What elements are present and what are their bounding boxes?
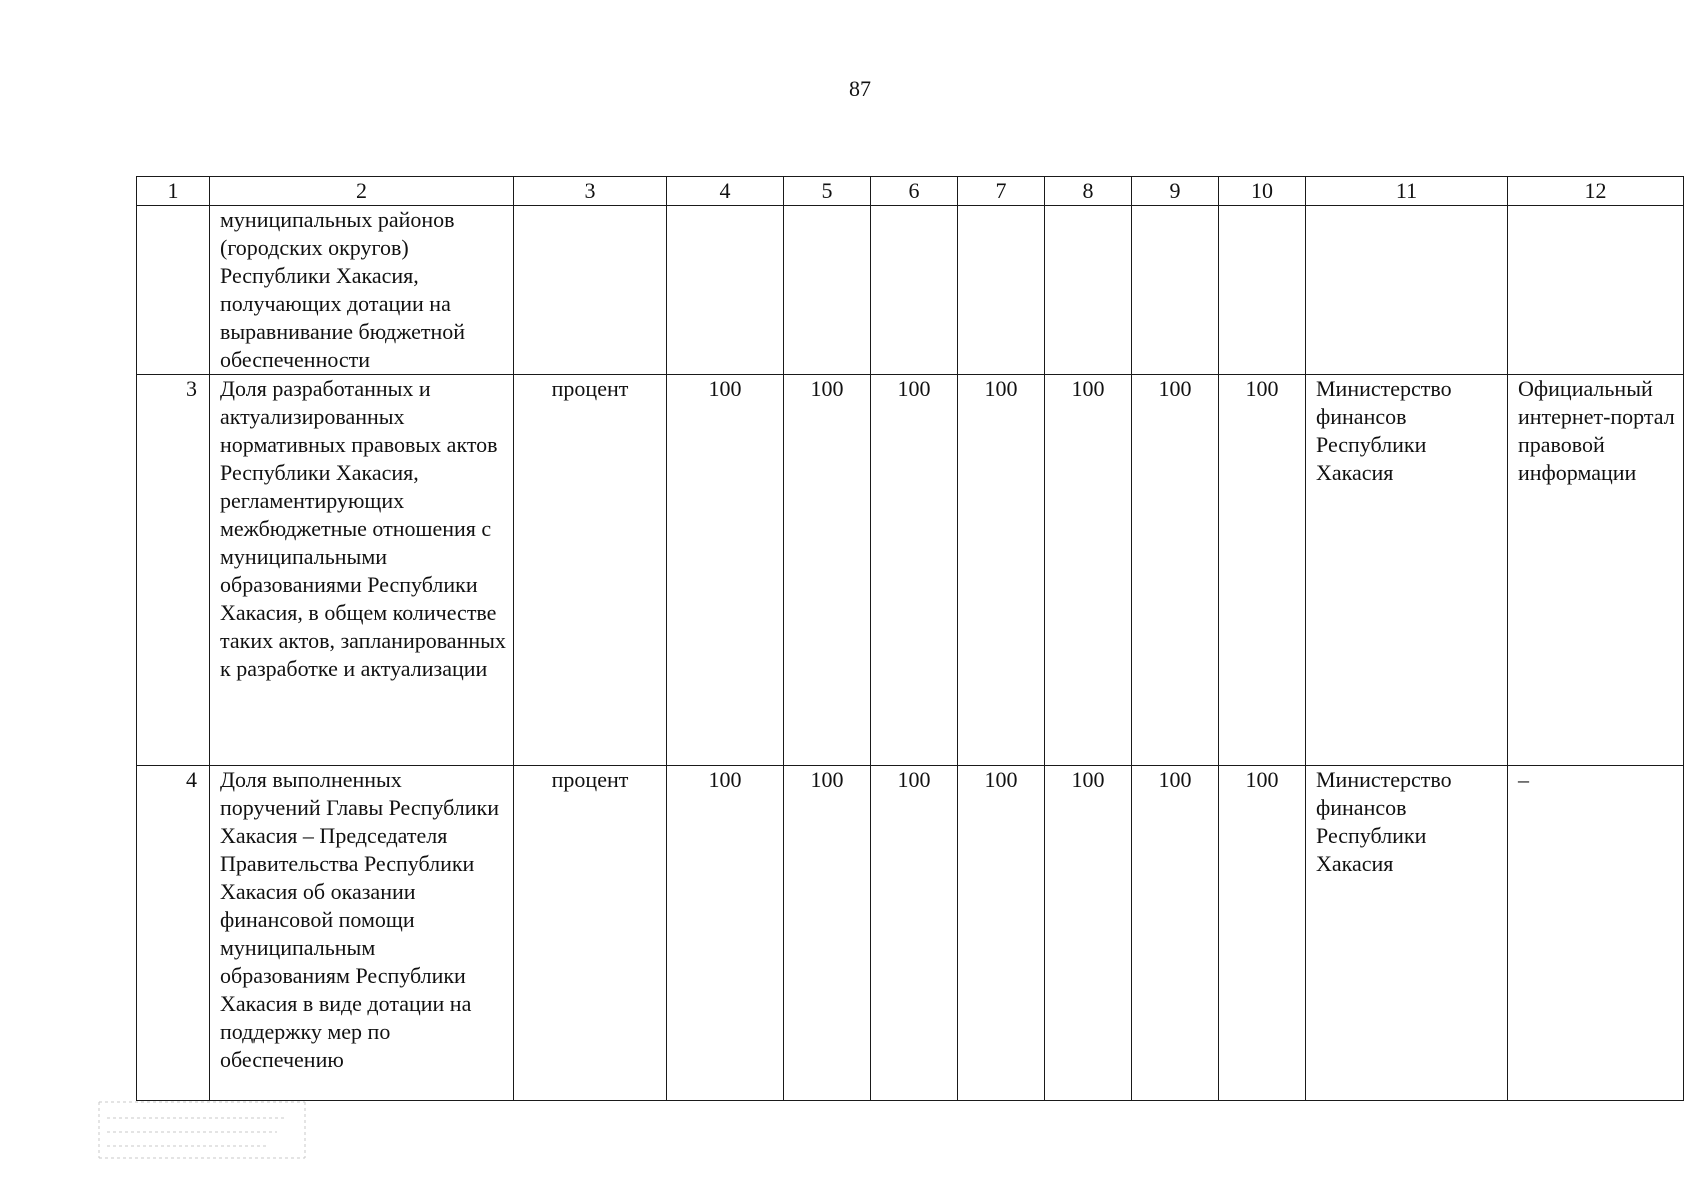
indicator-name: Доля выполненных поручений Главы Республики Хакасия – Председателя Правительства Республики Хакасия об оказании финансовой помощи муниципальным образованиям Республики Хакасия в виде дотации на поддержку мер по обеспечению xyxy=(210,766,514,1101)
value-cell xyxy=(1132,206,1219,375)
source-cell: – xyxy=(1508,766,1684,1101)
value-cell: 100 xyxy=(1219,766,1306,1101)
header-cell: 7 xyxy=(958,177,1045,206)
unit-cell xyxy=(514,206,667,375)
value-cell xyxy=(784,206,871,375)
header-cell: 2 xyxy=(210,177,514,206)
responsible-cell xyxy=(1306,206,1508,375)
table-row xyxy=(137,206,1684,375)
value-cell xyxy=(958,206,1045,375)
header-cell: 6 xyxy=(871,177,958,206)
value-cell: 100 xyxy=(1219,375,1306,766)
faded-stamp-mark xyxy=(97,1098,309,1162)
header-cell: 10 xyxy=(1219,177,1306,206)
value-cell: 100 xyxy=(1045,375,1132,766)
unit-cell: процент xyxy=(514,375,667,766)
value-cell: 100 xyxy=(871,766,958,1101)
header-cell: 3 xyxy=(514,177,667,206)
source-cell xyxy=(1508,206,1684,375)
value-cell: 100 xyxy=(1132,766,1219,1101)
value-cell: 100 xyxy=(958,375,1045,766)
header-cell: 5 xyxy=(784,177,871,206)
source-cell: Официальный интернет-портал правовой информации xyxy=(1508,375,1684,766)
header-cell: 11 xyxy=(1306,177,1508,206)
responsible-cell: Министерство финансов Республики Хакасия xyxy=(1306,766,1508,1101)
unit-cell: процент xyxy=(514,766,667,1101)
value-cell: 100 xyxy=(784,375,871,766)
header-cell: 9 xyxy=(1132,177,1219,206)
table-row xyxy=(137,375,1684,766)
indicators-table xyxy=(136,176,1684,1101)
value-cell: 100 xyxy=(667,375,784,766)
value-cell: 100 xyxy=(1132,375,1219,766)
row-number: 3 xyxy=(137,375,210,766)
value-cell: 100 xyxy=(784,766,871,1101)
header-row xyxy=(137,177,1684,206)
indicator-name: Доля разработанных и актуализированных нормативных правовых актов Республики Хакасия, регламентирующих межбюджетные отношения с муниципальными образованиями Республики Хакасия, в общем количестве таких актов, запланированных к разработке и актуализации xyxy=(210,375,514,766)
responsible-cell: Министерство финансов Республики Хакасия xyxy=(1306,375,1508,766)
value-cell xyxy=(1219,206,1306,375)
value-cell: 100 xyxy=(667,766,784,1101)
value-cell xyxy=(871,206,958,375)
header-cell: 8 xyxy=(1045,177,1132,206)
value-cell xyxy=(1045,206,1132,375)
row-number xyxy=(137,206,210,375)
row-number: 4 xyxy=(137,766,210,1101)
value-cell xyxy=(667,206,784,375)
value-cell: 100 xyxy=(958,766,1045,1101)
indicator-name: муниципальных районов (городских округов) Республики Хакасия, получающих дотации на выравнивание бюджетной обеспеченности xyxy=(210,206,514,375)
page-number: 87 xyxy=(849,76,871,101)
header-cell: 12 xyxy=(1508,177,1684,206)
header-cell: 1 xyxy=(137,177,210,206)
value-cell: 100 xyxy=(871,375,958,766)
value-cell: 100 xyxy=(1045,766,1132,1101)
table-row xyxy=(137,766,1684,1101)
header-cell: 4 xyxy=(667,177,784,206)
